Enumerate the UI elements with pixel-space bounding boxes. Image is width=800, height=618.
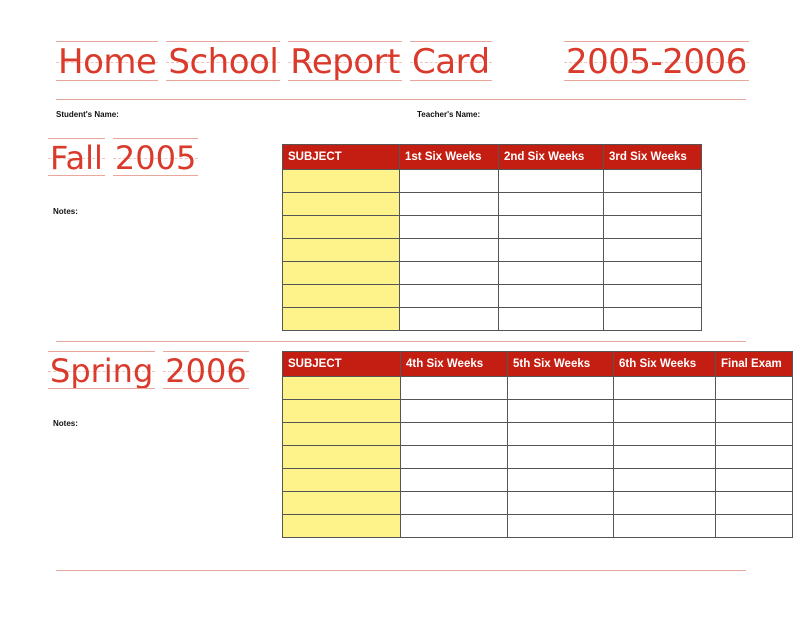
- fall-grades-table: [282, 144, 702, 331]
- grade-cell[interactable]: [400, 308, 499, 331]
- report-card-title: [56, 42, 500, 82]
- grade-cell[interactable]: [604, 239, 702, 262]
- column-header-4th-six-weeks: 4th Six Weeks: [401, 352, 508, 377]
- table-header-row: [283, 145, 702, 170]
- column-header-2nd-six-weeks: 2nd Six Weeks: [499, 145, 604, 170]
- subject-cell[interactable]: [283, 469, 401, 492]
- title-word: School: [168, 42, 279, 82]
- column-header-5th-six-weeks: 5th Six Weeks: [508, 352, 614, 377]
- table-row: [283, 377, 793, 400]
- grade-cell[interactable]: [604, 262, 702, 285]
- grade-cell[interactable]: [499, 262, 604, 285]
- table-row: [283, 423, 793, 446]
- grade-cell[interactable]: [499, 239, 604, 262]
- subject-cell[interactable]: [283, 377, 401, 400]
- table-row: [283, 262, 702, 285]
- grade-cell[interactable]: [499, 193, 604, 216]
- table-row: [283, 308, 702, 331]
- table-row: [283, 170, 702, 193]
- grade-cell[interactable]: [400, 262, 499, 285]
- school-year: 2005-2006: [566, 42, 747, 82]
- title-word: Home: [58, 42, 157, 82]
- grade-cell[interactable]: [716, 400, 793, 423]
- teacher-name-label[interactable]: Teacher's Name:: [417, 110, 481, 119]
- table-row: [283, 469, 793, 492]
- grade-cell[interactable]: [499, 308, 604, 331]
- grade-cell[interactable]: [508, 423, 614, 446]
- grade-cell[interactable]: [508, 400, 614, 423]
- table-row: [283, 285, 702, 308]
- subject-cell[interactable]: [283, 492, 401, 515]
- table-row: [283, 216, 702, 239]
- subject-cell[interactable]: [283, 515, 401, 538]
- grade-cell[interactable]: [604, 170, 702, 193]
- grade-cell[interactable]: [604, 216, 702, 239]
- title-word: Report: [290, 42, 400, 82]
- table-row: [283, 492, 793, 515]
- grade-cell[interactable]: [400, 239, 499, 262]
- table-row: [283, 239, 702, 262]
- column-header-3rd-six-weeks: 3rd Six Weeks: [604, 145, 702, 170]
- spring-notes-label[interactable]: Notes:: [53, 419, 78, 428]
- title-word: Card: [412, 42, 490, 82]
- grade-cell[interactable]: [716, 423, 793, 446]
- grade-cell[interactable]: [499, 216, 604, 239]
- column-header-final-exam: Final Exam: [716, 352, 793, 377]
- header-divider: [56, 99, 746, 100]
- grade-cell[interactable]: [400, 216, 499, 239]
- grade-cell[interactable]: [716, 469, 793, 492]
- grade-cell[interactable]: [401, 446, 508, 469]
- subject-cell[interactable]: [283, 285, 400, 308]
- grade-cell[interactable]: [400, 170, 499, 193]
- spring-grades-table: [282, 351, 793, 538]
- fall-heading: Fall 2005: [50, 139, 197, 177]
- grade-cell[interactable]: [716, 492, 793, 515]
- grade-cell[interactable]: [614, 400, 716, 423]
- grade-cell[interactable]: [401, 400, 508, 423]
- section-divider: [56, 341, 746, 342]
- subject-cell[interactable]: [283, 262, 400, 285]
- grade-cell[interactable]: [604, 285, 702, 308]
- grade-cell[interactable]: [499, 285, 604, 308]
- fall-notes-label[interactable]: Notes:: [53, 207, 78, 216]
- grade-cell[interactable]: [614, 446, 716, 469]
- subject-cell[interactable]: [283, 239, 400, 262]
- grade-cell[interactable]: [508, 492, 614, 515]
- table-row: [283, 193, 702, 216]
- grade-cell[interactable]: [508, 377, 614, 400]
- spring-heading: Spring 2006: [50, 352, 247, 390]
- grade-cell[interactable]: [716, 377, 793, 400]
- subject-cell[interactable]: [283, 193, 400, 216]
- column-header-1st-six-weeks: 1st Six Weeks: [400, 145, 499, 170]
- grade-cell[interactable]: [604, 193, 702, 216]
- grade-cell[interactable]: [604, 308, 702, 331]
- grade-cell[interactable]: [716, 446, 793, 469]
- subject-cell[interactable]: [283, 446, 401, 469]
- subject-cell[interactable]: [283, 400, 401, 423]
- grade-cell[interactable]: [614, 377, 716, 400]
- grade-cell[interactable]: [716, 515, 793, 538]
- subject-cell[interactable]: [283, 216, 400, 239]
- grade-cell[interactable]: [614, 423, 716, 446]
- grade-cell[interactable]: [508, 446, 614, 469]
- grade-cell[interactable]: [508, 515, 614, 538]
- grade-cell[interactable]: [614, 492, 716, 515]
- grade-cell[interactable]: [401, 515, 508, 538]
- grade-cell[interactable]: [401, 492, 508, 515]
- subject-cell[interactable]: [283, 423, 401, 446]
- grade-cell[interactable]: [614, 469, 716, 492]
- grade-cell[interactable]: [499, 170, 604, 193]
- column-header-subject: SUBJECT: [283, 145, 400, 170]
- grade-cell[interactable]: [508, 469, 614, 492]
- table-row: [283, 400, 793, 423]
- subject-cell[interactable]: [283, 308, 400, 331]
- footer-divider: [56, 570, 746, 571]
- grade-cell[interactable]: [400, 193, 499, 216]
- table-row: [283, 446, 793, 469]
- grade-cell[interactable]: [614, 515, 716, 538]
- grade-cell[interactable]: [401, 377, 508, 400]
- table-header-row: [283, 352, 793, 377]
- student-name-label[interactable]: Student's Name:: [56, 110, 119, 119]
- grade-cell[interactable]: [401, 423, 508, 446]
- table-row: [283, 515, 793, 538]
- column-header-6th-six-weeks: 6th Six Weeks: [614, 352, 716, 377]
- subject-cell[interactable]: [283, 170, 400, 193]
- grade-cell[interactable]: [401, 469, 508, 492]
- column-header-subject: SUBJECT: [283, 352, 401, 377]
- grade-cell[interactable]: [400, 285, 499, 308]
